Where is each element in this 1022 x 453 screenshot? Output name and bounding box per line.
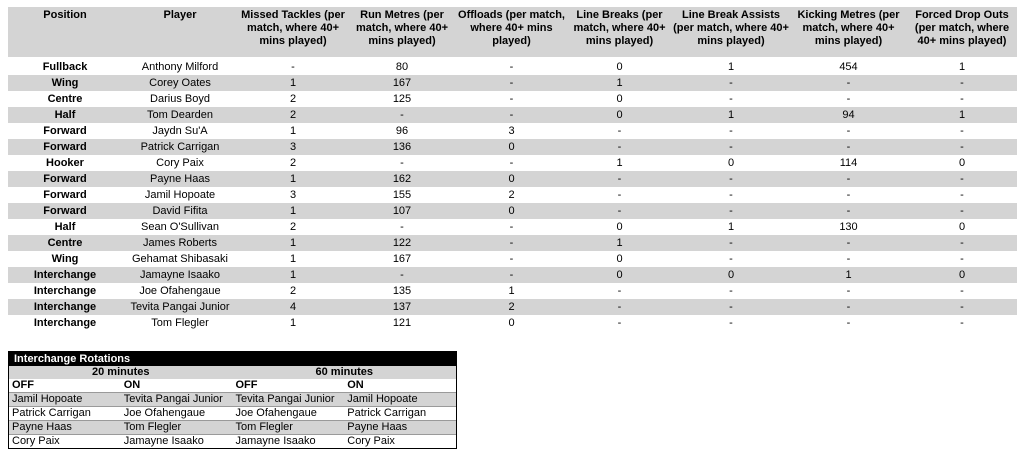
rotation-on-60: Patrick Carrigan [344, 407, 456, 421]
cell-offloads: - [456, 107, 567, 123]
cell-run-metres: - [348, 107, 456, 123]
cell-position: Forward [43, 125, 87, 137]
cell-position: Wing [51, 253, 79, 265]
cell-line-break-assists: - [672, 139, 790, 155]
cell-offloads: - [509, 253, 514, 265]
cell-forced-drop-outs: 1 [907, 107, 1017, 123]
rotation-row [9, 435, 456, 449]
cell-kicking-metres: - [846, 285, 851, 297]
cell-line-break-assists: 1 [727, 61, 735, 73]
rotations-group-header [9, 366, 456, 379]
cell-run-metres: 137 [348, 299, 456, 315]
cell-line-break-assists: - [729, 285, 733, 297]
label-off-20: OFF [9, 379, 121, 393]
cell-missed-tackles: 3 [238, 139, 348, 155]
cell-player: Tom Flegler [151, 317, 209, 329]
cell-offloads: - [509, 61, 514, 73]
cell-kicking-metres: - [790, 235, 907, 251]
cell-position: Wing [8, 75, 122, 91]
cell-kicking-metres: - [790, 139, 907, 155]
cell-player: Darius Boyd [150, 93, 210, 105]
col-header-line-breaks: Line Breaks (per match, where 40+ mins played) [567, 7, 672, 57]
interchange-rotations-panel [8, 351, 457, 449]
rotation-row [9, 393, 456, 407]
cell-line-breaks: - [617, 125, 622, 137]
cell-run-metres: - [348, 267, 456, 283]
col-header-forced-drop-outs: Forced Drop Outs (per match, where 40+ mins played) [907, 7, 1017, 57]
cell-line-breaks: - [617, 317, 622, 329]
cell-missed-tackles: 1 [289, 125, 297, 137]
player-row [8, 283, 1017, 299]
cell-position: Interchange [33, 285, 97, 297]
cell-line-breaks: 1 [567, 235, 672, 251]
player-row [8, 203, 1017, 219]
cell-run-metres: 162 [348, 171, 456, 187]
cell-player: Sean O'Sullivan [141, 221, 219, 233]
cell-line-breaks: 0 [616, 221, 623, 233]
cell-kicking-metres: - [790, 203, 907, 219]
cell-forced-drop-outs: - [907, 235, 1017, 251]
cell-position: Forward [8, 171, 122, 187]
cell-line-break-assists: 0 [672, 267, 790, 283]
player-row [8, 315, 1017, 331]
player-row [8, 235, 1017, 251]
cell-run-metres: 125 [392, 93, 412, 105]
cell-run-metres: 121 [392, 317, 412, 329]
rotation-off-20: Payne Haas [9, 421, 121, 435]
cell-line-breaks: - [567, 171, 672, 187]
player-row [8, 219, 1017, 235]
col-header-run-metres: Run Metres (per match, where 40+ mins played) [348, 7, 456, 57]
cell-line-breaks: 0 [567, 107, 672, 123]
rotation-off-20: Patrick Carrigan [9, 407, 121, 421]
cell-missed-tackles: 1 [289, 317, 297, 329]
cell-player: Patrick Carrigan [122, 139, 238, 155]
rotation-on-20: Tevita Pangai Junior [121, 393, 233, 407]
cell-run-metres: - [400, 157, 404, 169]
cell-position: Fullback [42, 61, 88, 73]
cell-line-breaks: 0 [616, 93, 623, 105]
cell-offloads: - [509, 157, 514, 169]
cell-missed-tackles: 1 [238, 75, 348, 91]
cell-offloads: 2 [456, 299, 567, 315]
rotations-table [9, 379, 456, 448]
cell-line-breaks: 0 [616, 253, 623, 265]
cell-position: Forward [43, 189, 87, 201]
cell-kicking-metres: - [846, 189, 851, 201]
player-row [8, 91, 1017, 107]
col-header-player: Player [122, 7, 238, 57]
cell-missed-tackles: 2 [289, 285, 297, 297]
col-header-line-break-assists: Line Break Assists (per match, where 40+ mins played) [672, 7, 790, 57]
cell-player: David Fifita [122, 203, 238, 219]
rotation-on-20: Jamayne Isaako [123, 435, 204, 447]
rotation-off-20: Jamil Hopoate [9, 393, 121, 407]
cell-kicking-metres: - [790, 299, 907, 315]
cell-kicking-metres: - [790, 75, 907, 91]
cell-kicking-metres: 114 [839, 157, 858, 169]
cell-line-breaks: 0 [616, 61, 623, 73]
cell-offloads: - [456, 235, 567, 251]
label-on-60: ON [344, 379, 456, 393]
cell-missed-tackles: 3 [289, 189, 297, 201]
cell-position: Half [54, 221, 76, 233]
cell-forced-drop-outs: 1 [958, 61, 966, 73]
col-header-missed-tackles: Missed Tackles (per match, where 40+ mins played) [238, 7, 348, 57]
cell-run-metres: 155 [392, 189, 412, 201]
cell-player: Anthony Milford [141, 61, 219, 73]
cell-missed-tackles: 2 [289, 157, 297, 169]
cell-run-metres: - [400, 221, 404, 233]
cell-run-metres: 122 [348, 235, 456, 251]
cell-missed-tackles: 2 [289, 93, 297, 105]
cell-run-metres: 167 [348, 75, 456, 91]
cell-missed-tackles: 2 [289, 221, 297, 233]
cell-position: Interchange [8, 299, 122, 315]
col-header-position: Position [8, 7, 122, 57]
cell-player: Tevita Pangai Junior [122, 299, 238, 315]
rotation-on-20: Joe Ofahengaue [121, 407, 233, 421]
rotation-off-60: Jamayne Isaako [235, 435, 316, 447]
cell-line-breaks: 1 [616, 157, 623, 169]
cell-player: Payne Haas [122, 171, 238, 187]
cell-run-metres: 135 [392, 285, 412, 297]
rotation-row [9, 421, 456, 435]
rotation-off-60: Tevita Pangai Junior [233, 393, 345, 407]
cell-position: Forward [8, 203, 122, 219]
cell-kicking-metres: - [846, 125, 851, 137]
cell-line-break-assists: - [729, 189, 733, 201]
cell-kicking-metres: - [846, 253, 851, 265]
cell-line-break-assists: - [672, 235, 790, 251]
cell-line-breaks: - [567, 139, 672, 155]
cell-forced-drop-outs: 0 [907, 267, 1017, 283]
cell-line-breaks: 0 [567, 267, 672, 283]
cell-forced-drop-outs: - [907, 139, 1017, 155]
cell-kicking-metres: 454 [839, 61, 858, 73]
cell-forced-drop-outs: - [907, 171, 1017, 187]
cell-line-break-assists: 0 [727, 157, 735, 169]
cell-kicking-metres: 94 [790, 107, 907, 123]
player-stats-table [8, 7, 1017, 331]
cell-position: Half [8, 107, 122, 123]
player-row [8, 139, 1017, 155]
group-20-minutes: 20 minutes [92, 366, 150, 378]
cell-offloads: 0 [456, 139, 567, 155]
cell-line-break-assists: - [729, 317, 733, 329]
cell-offloads: 0 [456, 203, 567, 219]
player-row [8, 123, 1017, 139]
rotation-row [9, 407, 456, 421]
cell-missed-tackles: 1 [238, 235, 348, 251]
player-row [8, 171, 1017, 187]
cell-forced-drop-outs: - [907, 299, 1017, 315]
rotations-title: Interchange Rotations [9, 352, 456, 366]
rotation-on-20: Tom Flegler [121, 421, 233, 435]
stats-header-row [8, 7, 1017, 57]
cell-player: Jaydn Su'A [152, 125, 208, 137]
cell-offloads: - [456, 75, 567, 91]
player-row [8, 75, 1017, 91]
cell-forced-drop-outs: 0 [958, 157, 966, 169]
cell-line-break-assists: 1 [672, 107, 790, 123]
player-row [8, 155, 1017, 171]
cell-offloads: - [456, 267, 567, 283]
rotations-col-labels [9, 379, 456, 393]
col-header-kicking-metres: Kicking Metres (per match, where 40+ mins played) [790, 7, 907, 57]
cell-forced-drop-outs: - [960, 253, 964, 265]
cell-forced-drop-outs: - [907, 203, 1017, 219]
label-on-20: ON [121, 379, 233, 393]
cell-player: Cory Paix [156, 157, 204, 169]
cell-run-metres: 80 [395, 61, 409, 73]
cell-line-breaks: - [567, 203, 672, 219]
player-row [8, 59, 1017, 75]
rotation-off-60: Tom Flegler [233, 421, 345, 435]
cell-forced-drop-outs: - [960, 125, 964, 137]
cell-offloads: 0 [508, 317, 515, 329]
cell-missed-tackles: - [291, 61, 295, 73]
rotation-off-20: Cory Paix [12, 435, 60, 447]
cell-player: Joe Ofahengaue [139, 285, 221, 297]
cell-offloads: 1 [508, 285, 515, 297]
player-row [8, 251, 1017, 267]
label-off-60: OFF [233, 379, 345, 393]
player-row [8, 267, 1017, 283]
rotation-on-60: Jamil Hopoate [344, 393, 456, 407]
col-header-offloads: Offloads (per match, where 40+ mins played) [456, 7, 567, 57]
rotation-on-60: Payne Haas [344, 421, 456, 435]
cell-offloads: - [509, 93, 514, 105]
cell-forced-drop-outs: - [960, 285, 964, 297]
cell-line-break-assists: - [672, 299, 790, 315]
cell-kicking-metres: 1 [790, 267, 907, 283]
cell-missed-tackles: 1 [238, 171, 348, 187]
cell-line-breaks: - [617, 285, 622, 297]
cell-offloads: - [509, 221, 514, 233]
cell-missed-tackles: 4 [238, 299, 348, 315]
cell-forced-drop-outs: - [907, 75, 1017, 91]
cell-player: Jamayne Isaako [122, 267, 238, 283]
player-row [8, 107, 1017, 123]
cell-position: Centre [47, 93, 83, 105]
cell-missed-tackles: 1 [289, 253, 297, 265]
cell-forced-drop-outs: - [960, 189, 964, 201]
cell-player: Gehamat Shibasaki [132, 253, 228, 265]
rotation-off-60: Joe Ofahengaue [233, 407, 345, 421]
cell-line-breaks: 1 [567, 75, 672, 91]
cell-position: Interchange [8, 267, 122, 283]
cell-forced-drop-outs: - [960, 317, 964, 329]
cell-offloads: 0 [456, 171, 567, 187]
player-row [8, 187, 1017, 203]
cell-line-break-assists: - [672, 75, 790, 91]
cell-run-metres: 167 [392, 253, 412, 265]
cell-line-breaks: - [567, 299, 672, 315]
cell-player: Tom Dearden [122, 107, 238, 123]
cell-position: Interchange [33, 317, 97, 329]
cell-player: Jamil Hopoate [144, 189, 216, 201]
cell-line-break-assists: - [672, 171, 790, 187]
cell-line-break-assists: 1 [727, 221, 735, 233]
cell-kicking-metres: - [846, 93, 851, 105]
cell-missed-tackles: 2 [238, 107, 348, 123]
group-60-minutes: 60 minutes [315, 366, 373, 378]
cell-offloads: 3 [508, 125, 515, 137]
cell-position: Centre [8, 235, 122, 251]
cell-run-metres: 96 [395, 125, 409, 137]
cell-line-break-assists: - [729, 253, 733, 265]
cell-player: James Roberts [122, 235, 238, 251]
rotation-on-60: Cory Paix [347, 435, 395, 447]
cell-kicking-metres: 130 [839, 221, 858, 233]
cell-run-metres: 107 [348, 203, 456, 219]
cell-run-metres: 136 [348, 139, 456, 155]
cell-forced-drop-outs: - [960, 93, 964, 105]
cell-player: Corey Oates [122, 75, 238, 91]
cell-line-break-assists: - [729, 93, 733, 105]
cell-forced-drop-outs: 0 [958, 221, 966, 233]
cell-line-break-assists: - [672, 203, 790, 219]
cell-position: Forward [8, 139, 122, 155]
cell-missed-tackles: 1 [238, 203, 348, 219]
cell-position: Hooker [46, 157, 84, 169]
cell-missed-tackles: 1 [238, 267, 348, 283]
player-row [8, 299, 1017, 315]
cell-line-breaks: - [617, 189, 622, 201]
cell-kicking-metres: - [790, 171, 907, 187]
cell-offloads: 2 [508, 189, 515, 201]
cell-line-break-assists: - [729, 125, 733, 137]
cell-kicking-metres: - [846, 317, 851, 329]
